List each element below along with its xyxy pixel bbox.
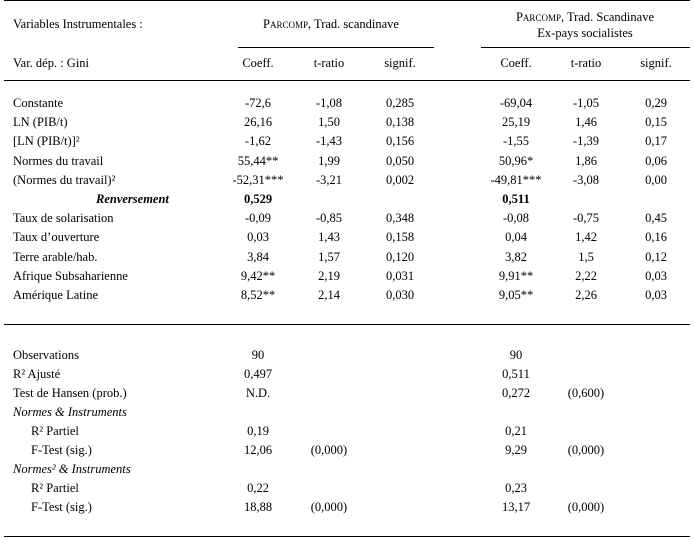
- model2-title-line2: Ex-pays socialistes: [537, 26, 633, 40]
- stat-label: R² Partiel: [31, 424, 79, 438]
- table-cell: 26,16: [243, 115, 273, 130]
- table-cell: 1,50: [318, 115, 340, 130]
- model2-title: [516, 10, 654, 25]
- column-header: signif.: [640, 56, 672, 70]
- instruments-label: Variables Instrumentales :: [13, 17, 143, 31]
- stat-cell: 12,06: [243, 443, 273, 457]
- model2-title-smallcaps: Parcomp: [515, 10, 561, 24]
- table-cell: 0,156: [385, 134, 415, 149]
- table-cell: -52,31***: [232, 172, 284, 187]
- stat-cell: 13,17: [501, 500, 531, 514]
- table-cell: 0,138: [385, 115, 415, 130]
- table-cell: -1,05: [572, 96, 600, 110]
- table-cell: 0,031: [385, 268, 415, 283]
- table-cell: 0,15: [645, 115, 667, 130]
- stat-cell: (0,000): [567, 443, 605, 457]
- table-cell: -0,85: [315, 211, 343, 226]
- row-label: (Normes du travail)²: [13, 172, 116, 187]
- stat-cell: (0,000): [567, 500, 605, 514]
- stat-cell: (0,000): [310, 500, 348, 514]
- table-cell: 2,22: [575, 268, 597, 283]
- table-cell: -69,04: [499, 96, 533, 110]
- table-cell: 50,96*: [498, 153, 534, 168]
- table-cell: -1,43: [315, 134, 343, 149]
- column-header: t-ratio: [313, 56, 345, 70]
- table-cell: 0,285: [385, 96, 415, 110]
- subheader-rule: [4, 80, 690, 81]
- stat-group-label: Normes² & Instruments: [13, 462, 131, 476]
- column-header: Coeff.: [500, 56, 532, 70]
- table-cell: -1,62: [244, 134, 272, 149]
- table-cell: 0,03: [247, 230, 269, 245]
- table-cell: 3,84: [247, 249, 269, 264]
- table-cell: 0,03: [645, 288, 667, 302]
- row-label: LN (PIB/t): [13, 115, 68, 130]
- table-cell: 8,52**: [240, 288, 276, 302]
- table-cell: 1,43: [318, 230, 340, 245]
- table-cell: 0,17: [645, 134, 667, 149]
- table-cell: 0,12: [645, 249, 667, 264]
- table-cell: 0,030: [385, 288, 415, 302]
- table-cell: 0,03: [645, 268, 667, 283]
- table-cell: 0,158: [385, 230, 415, 245]
- stat-label: Test de Hansen (prob.): [13, 386, 127, 400]
- table-cell: 1,86: [575, 153, 597, 168]
- table-cell: -1,55: [502, 134, 530, 149]
- table-cell: 9,91**: [498, 268, 534, 283]
- table-cell: -1,39: [572, 134, 600, 149]
- column-header: signif.: [384, 56, 416, 70]
- stat-cell: 0,272: [501, 386, 531, 400]
- stat-label: R² Ajusté: [13, 367, 61, 381]
- row-label-renversement: Renversement: [96, 192, 169, 206]
- table-cell: -0,09: [244, 211, 272, 226]
- table-cell: -72,6: [244, 96, 272, 110]
- stat-label: F-Test (sig.): [31, 443, 92, 457]
- table-cell: 2,19: [318, 268, 340, 283]
- stat-label: F-Test (sig.): [31, 500, 92, 514]
- table-cell: 9,42**: [240, 268, 276, 283]
- table-cell: 0,29: [645, 96, 667, 110]
- stat-cell: 90: [509, 348, 523, 362]
- stat-cell: (0,600): [567, 386, 605, 400]
- table-cell: 0,002: [385, 172, 415, 187]
- bottom-rule: [4, 536, 690, 537]
- table-cell: 55,44**: [237, 153, 279, 168]
- table-cell: 0,120: [385, 249, 415, 264]
- stat-group-label: Normes & Instruments: [13, 405, 127, 419]
- stat-cell: 90: [251, 348, 265, 362]
- stat-cell: (0,000): [310, 443, 348, 457]
- table-cell: 0,04: [505, 230, 527, 245]
- row-label: Taux de solarisation: [13, 211, 114, 226]
- header-rule-model1: [238, 47, 434, 48]
- stat-cell: N.D.: [245, 386, 271, 400]
- table-cell: 0,348: [385, 211, 415, 226]
- row-label: Afrique Subsaharienne: [13, 268, 128, 283]
- stat-cell: 0,511: [502, 367, 530, 381]
- stat-cell: 0,21: [505, 424, 527, 438]
- model1-title-rest: , Trad. scandinave: [308, 17, 399, 31]
- row-label: Terre arable/hab.: [13, 249, 98, 264]
- table-cell: -0,08: [502, 211, 530, 226]
- table-cell: 0,00: [645, 172, 667, 187]
- table-cell: 0,16: [645, 230, 667, 245]
- row-label: Normes du travail: [13, 153, 104, 168]
- top-rule: [4, 0, 690, 1]
- header-rule-model2: [481, 47, 690, 48]
- column-header: Coeff.: [242, 56, 274, 70]
- stat-label: Observations: [13, 348, 79, 362]
- table-cell: -3,21: [315, 172, 343, 187]
- stat-cell: 18,88: [243, 500, 273, 514]
- table-cell: -49,81***: [490, 172, 542, 187]
- stat-cell: 0,19: [247, 424, 269, 438]
- table-cell: 9,05**: [498, 288, 534, 302]
- table-cell: 1,46: [575, 115, 597, 130]
- table-cell: 0,529: [243, 192, 273, 206]
- table-cell: -0,75: [572, 211, 600, 226]
- model1-title-smallcaps: Parcomp: [263, 17, 308, 31]
- stat-cell: 0,23: [505, 481, 527, 495]
- table-cell: 0,050: [385, 153, 415, 168]
- table-cell: -3,08: [572, 172, 600, 187]
- model2-title-rest: , Trad. Scandinave: [560, 10, 655, 24]
- row-label: Amérique Latine: [13, 288, 99, 302]
- table-cell: 3,82: [505, 249, 527, 264]
- table-cell: 25,19: [501, 115, 531, 130]
- table-cell: 1,5: [578, 249, 594, 264]
- table-cell: 0,06: [645, 153, 667, 168]
- table-cell: 0,511: [502, 192, 530, 206]
- row-label: [LN (PIB/t)]²: [13, 134, 80, 149]
- table-cell: 2,14: [318, 288, 340, 302]
- stat-label: R² Partiel: [31, 481, 79, 495]
- model1-title: [263, 17, 399, 32]
- row-label: Constante: [13, 96, 63, 110]
- table-cell: -1,08: [315, 96, 343, 110]
- table-cell: 0,45: [645, 211, 667, 226]
- mid-rule: [4, 324, 690, 325]
- stat-cell: 9,29: [505, 443, 527, 457]
- table-cell: 1,57: [318, 249, 340, 264]
- stat-cell: 0,22: [247, 481, 269, 495]
- column-header: t-ratio: [570, 56, 602, 70]
- table-cell: 1,99: [318, 153, 340, 168]
- table-cell: 2,26: [575, 288, 597, 302]
- stat-cell: 0,497: [243, 367, 273, 381]
- row-label: Taux d’ouverture: [13, 230, 100, 245]
- table-cell: 1,42: [575, 230, 597, 245]
- dep-var-label: Var. dép. : Gini: [13, 56, 90, 70]
